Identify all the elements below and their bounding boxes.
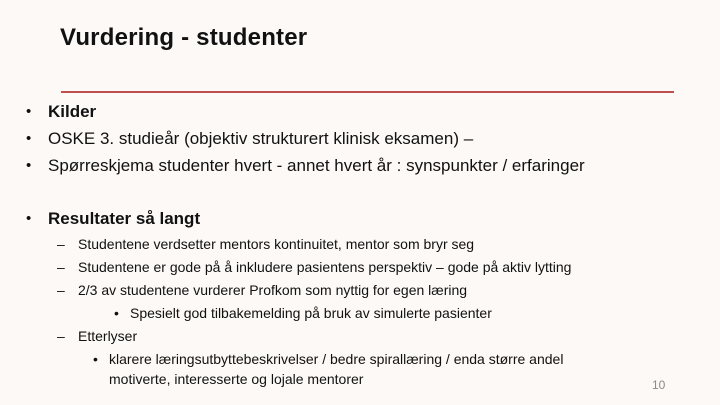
- dash-icon: –: [57, 328, 65, 344]
- bullet-icon: •: [26, 103, 32, 120]
- bullet-icon: •: [26, 210, 32, 227]
- bullet-icon: •: [114, 305, 119, 321]
- slide-title: Vurdering - studenter: [60, 24, 308, 51]
- dash-icon: –: [57, 236, 65, 252]
- results-heading: Resultater så langt: [48, 209, 201, 228]
- result-text: Studentene verdsetter mentors kontinuitet, mentor som bryr seg: [78, 236, 475, 252]
- request-text-line2: motiverte, interesserte og lojale mentorer: [109, 371, 364, 387]
- bullet-text: Spørreskjema studenter hvert - annet hvert år : synspunkter / erfaringer: [48, 156, 585, 175]
- result-text: Studentene er gode på å inkludere pasientens perspektiv – gode på aktiv lytting: [78, 259, 572, 275]
- bullet-text: OSKE 3. studieår (objektiv strukturert klinisk eksamen) –: [48, 129, 474, 148]
- dash-icon: –: [57, 259, 65, 275]
- request-text-line1: klarere læringsutbyttebeskrivelser / bedre spirallæring / enda større andel: [109, 351, 564, 367]
- sub-result-text: Spesielt god tilbakemelding på bruk av simulerte pasienter: [130, 305, 492, 321]
- request-heading: Etterlyser: [78, 328, 138, 344]
- page-number: 10: [652, 378, 666, 392]
- dash-icon: –: [57, 282, 65, 298]
- title-divider: [61, 91, 674, 93]
- bullet-icon: •: [26, 130, 32, 147]
- bullet-text: Kilder: [48, 102, 97, 121]
- bullet-icon: •: [93, 351, 98, 367]
- bullet-icon: •: [26, 157, 32, 174]
- result-text: 2/3 av studentene vurderer Profkom som nyttig for egen læring: [78, 282, 468, 298]
